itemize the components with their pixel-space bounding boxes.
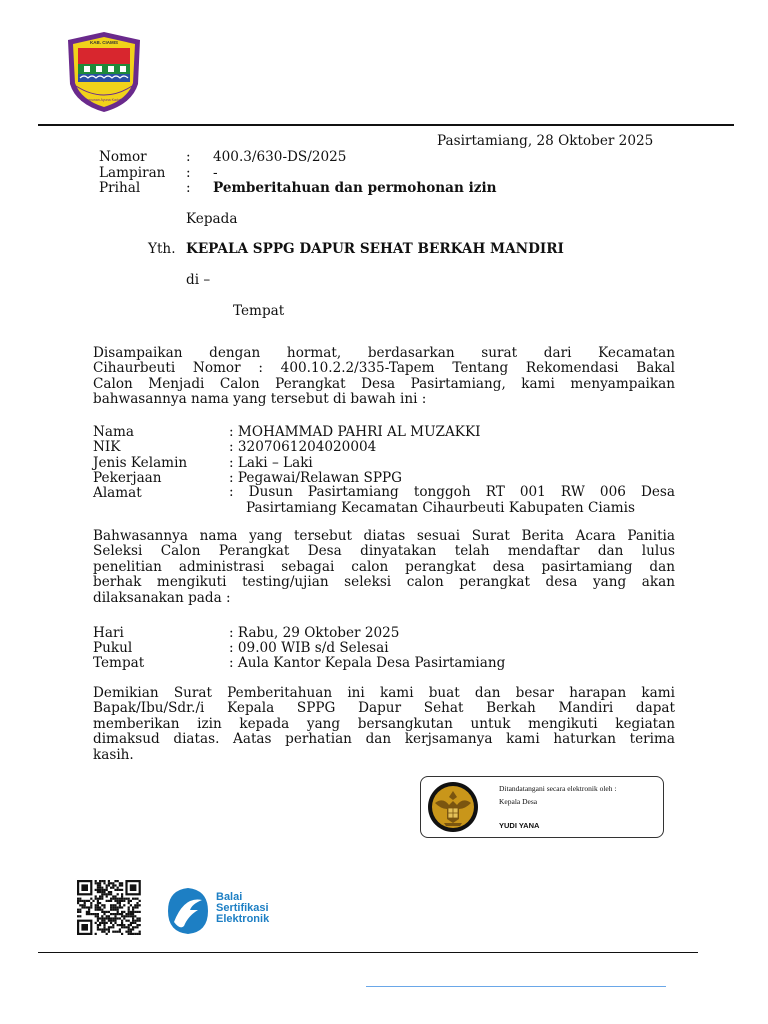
schedule-value-hari: : Rabu, 29 Oktober 2025 [229,625,400,641]
qr-code-icon [77,880,143,938]
meta-value-prihal: Pemberitahuan dan permohonan izin [213,180,497,196]
meta-sep-lampiran: : [186,165,191,181]
person-label-nama: Nama [93,424,134,440]
schedule-value-tempat: : Aula Kantor Kepala Desa Pasirtamiang [229,655,506,671]
yth-label: Yth. [148,241,176,257]
bsre-logo [164,886,314,936]
person-label-job: Pekerjaan [93,470,162,486]
schedule-value-pukul: : 09.00 WIB s/d Selesai [229,640,389,656]
body-line: Seleksi Calon Perangkat Desa dinyatakan telah mendaftar dan lulus [93,543,675,560]
header-divider [38,124,734,126]
schedule-label-tempat: Tempat [93,655,145,671]
bsre-line-2: Sertifikasi [216,902,269,914]
signer-name: YUDI YANA [499,821,540,830]
meta-sep-prihal: : [186,180,191,196]
bsre-line-3: Elektronik [216,913,270,925]
person-value-gender: : Laki – Laki [229,455,313,471]
body-line: penelitian administrasi sebagai calon perangkat desa pasirtamiang dan [93,558,675,575]
body-line: dilaksanakan pada : [93,589,231,606]
meta-label-prihal: Prihal [99,180,141,196]
tempat-label: Tempat [233,303,285,319]
closing-line: Demikian Surat Pemberitahuan ini kami buat dan besar harapan kami [93,685,675,701]
address-line: : Dusun Pasirtamiang tonggoh RT 001 RW 006 Desa [229,484,675,500]
person-value-nik: : 3207061204020004 [229,439,377,455]
closing-paragraph [93,686,675,763]
verification-qr-code [77,880,143,938]
body-line: berhak mengikuti testing/ujian seleksi calon perangkat desa yang akan [93,574,675,591]
person-value-address [229,485,675,500]
recipient-name: KEPALA SPPG DAPUR SEHAT BERKAH MANDIRI [186,241,564,257]
closing-line: Bapak/Ibu/Sdr./i Kepala SPPG Dapur Sehat Berkah Mandiri dapat [93,700,675,717]
meta-label-lampiran: Lampiran [99,165,166,181]
footer-blue-line [366,986,666,987]
signed-by-label: Ditandatangani secara elektronik oleh : [499,784,617,793]
person-value-address-2: Pasirtamiang Kecamatan Cihaurbeuti Kabupaten Ciamis [246,500,636,516]
electronic-signature-box [420,776,664,838]
closing-line: kasih. [93,746,134,763]
meta-value-lampiran: - [213,165,218,181]
intro-paragraph [93,346,675,408]
footer-divider [38,952,698,953]
logo-motto: Mahayunan Ayuna Kadatuan [80,98,128,102]
person-value-nama: : MOHAMMAD PAHRI AL MUZAKKI [229,424,481,440]
schedule-label-pukul: Pukul [93,640,133,656]
place-date: Pasirtamiang, 28 Oktober 2025 [437,133,654,149]
regency-logo [66,30,142,114]
intro-line: Calon Menjadi Calon Perangkat Desa Pasirtamiang, kami menyampaikan [93,375,675,392]
meta-label-nomor: Nomor [99,149,147,165]
person-value-job: : Pegawai/Relawan SPPG [229,470,402,486]
intro-line: bahwasannya nama yang tersebut di bawah ini : [93,391,427,408]
di-label: di – [186,272,211,288]
bsre-line-1: Balai [216,891,243,903]
meta-value-nomor: 400.3/630-DS/2025 [213,149,347,165]
closing-line: dimaksud diatas. Aatas perhatian dan kerjsamanya kami haturkan terima [93,731,675,748]
body-paragraph [93,529,675,606]
signer-position: Kepala Desa [499,797,538,806]
intro-line: Cihaurbeuti Nomor : 400.10.2.2/335-Tapem Tentang Rekomendasi Bakal [93,360,675,377]
meta-sep-nomor: : [186,149,191,165]
intro-line: Disampaikan dengan hormat, berdasarkan surat dari Kecamatan [93,345,675,361]
person-label-gender: Jenis Kelamin [93,455,188,471]
bsre-logo-icon [164,886,212,936]
person-label-address: Alamat [93,485,142,501]
body-line: Bahwasannya nama yang tersebut diatas sesuai Surat Berita Acara Panitia [93,528,675,544]
garuda-emblem-icon [427,781,479,833]
kepada-label: Kepada [186,211,238,227]
person-label-nik: NIK [93,439,121,455]
closing-line: memberikan izin kepada yang bersangkutan untuk mengikuti kegiatan [93,715,675,732]
logo-top-text: KAB. CIAMIS [90,40,118,45]
schedule-label-hari: Hari [93,625,124,641]
